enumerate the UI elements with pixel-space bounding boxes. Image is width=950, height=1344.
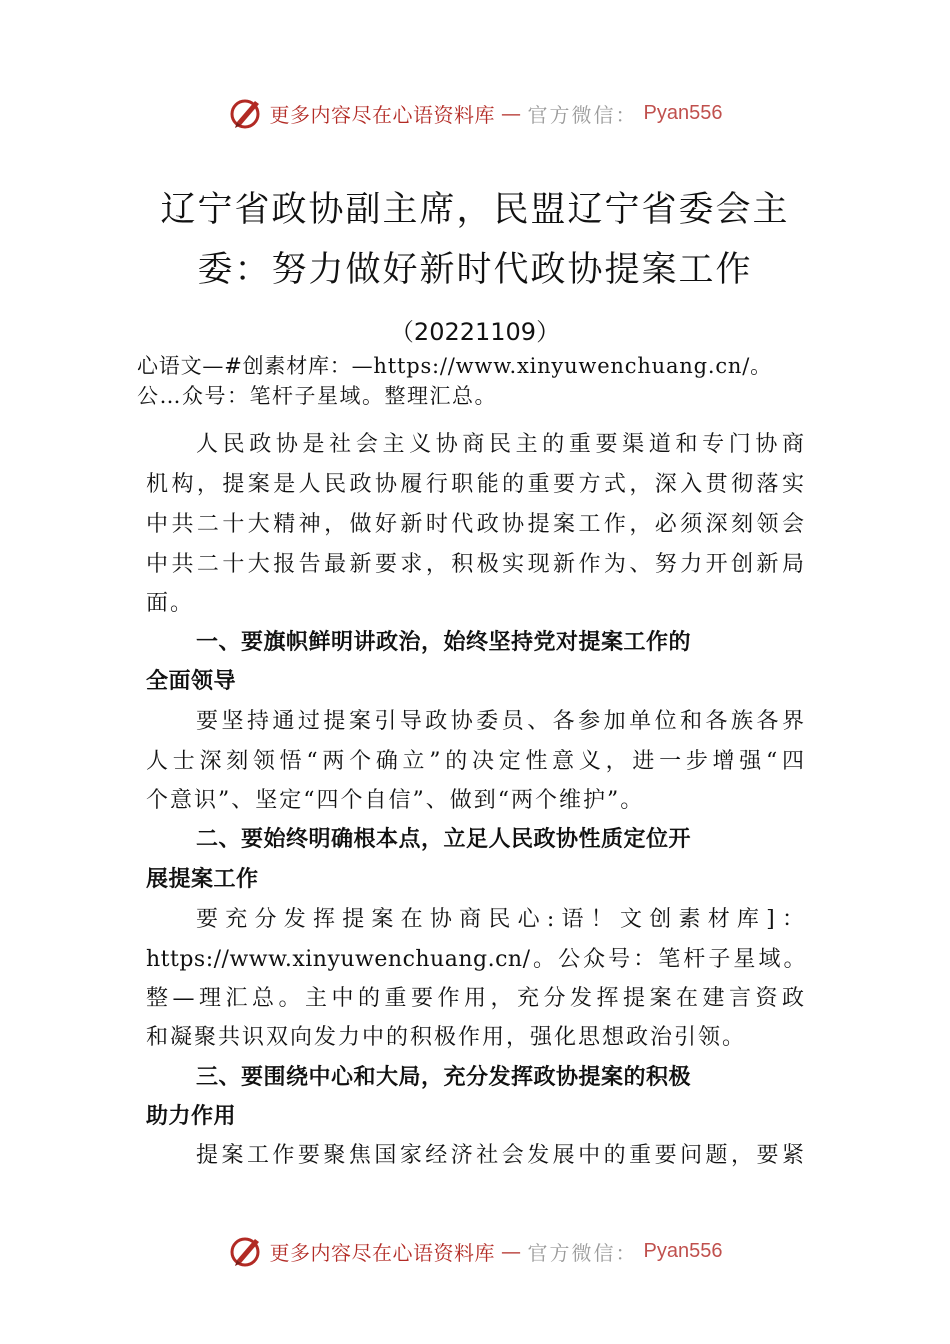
intro-line-4: 中共二十大报告最新要求，积极实现新作为、努力开创新局 [146,552,806,577]
banner-wechat-id: Pyan556 [643,101,723,124]
header-banner [0,95,950,131]
section-heading-2-line-1: 二、要始终明确根本点，立足人民政协性质定位开 [196,827,692,852]
banner-wechat-label: 官方微信： [527,102,638,127]
section-1-line-2: 人士深刻领悟“两个确立”的决定性意义，进一步增强“四 [146,749,806,774]
banner-dash: — [501,101,522,125]
section-2-line-4: 和凝聚共识双向发力中的积极作用，强化思想政治引领。 [146,1025,747,1050]
pen-seal-logo-icon [228,95,264,131]
section-2-line-2: https://www.xinyuwenchuang.cn/。公众号：笔杆子星域。 [146,947,806,972]
intro-line-1: 人民政协是社会主义协商民主的重要渠道和专门协商 [196,432,806,457]
section-1-line-1: 要坚持通过提案引导政协委员、各参加单位和各族各界 [196,709,806,734]
section-3-line-1: 提案工作要聚焦国家经济社会发展中的重要问题，要紧 [196,1143,806,1168]
section-heading-1-line-1: 一、要旗帜鲜明讲政治，始终坚持党对提案工作的 [196,630,692,655]
intro-line-3: 中共二十大精神，做好新时代政协提案工作，必须深刻领会 [146,512,806,537]
source-line-2: 公…众号：笔杆子星域。整理汇总。 [137,384,497,408]
section-2-line-1: 要充分发挥提案在协商民心:语！文创素材库]： [196,907,806,932]
intro-line-2: 机构，提案是人民政协履行职能的重要方式，深入贯彻落实 [146,472,806,497]
document-date: （20221109） [389,318,561,346]
section-heading-1-line-2: 全面领导 [146,669,237,694]
banner-wechat-label: 官方微信： [527,1240,638,1265]
section-2-line-3: 整—理汇总。主中的重要作用，充分发挥提案在建言资政 [146,986,806,1011]
banner-text: 更多内容尽在心语资料库 [269,102,496,127]
section-heading-3-line-1: 三、要围绕中心和大局，充分发挥政协提案的积极 [196,1065,692,1090]
document-title-line-1: 辽宁省政协副主席，民盟辽宁省委会主 [160,190,790,230]
document-title-line-2: 委：努力做好新时代政协提案工作 [197,250,753,290]
section-1-line-3: 个意识”、坚定“四个自信”、做到“两个维护”。 [146,788,645,813]
pen-seal-logo-icon [228,1233,264,1269]
banner-text: 更多内容尽在心语资料库 [269,1240,496,1265]
banner-dash: — [501,1239,522,1263]
intro-line-5: 面。 [146,591,195,616]
banner-wechat-id: Pyan556 [643,1239,723,1262]
footer-banner [0,1233,950,1269]
source-line-1: 心语文—#创素材库：—https://www.xinyuwenchuang.cn/。 [137,354,772,378]
section-heading-3-line-2: 助力作用 [146,1104,237,1129]
section-heading-2-line-2: 展提案工作 [146,867,259,892]
